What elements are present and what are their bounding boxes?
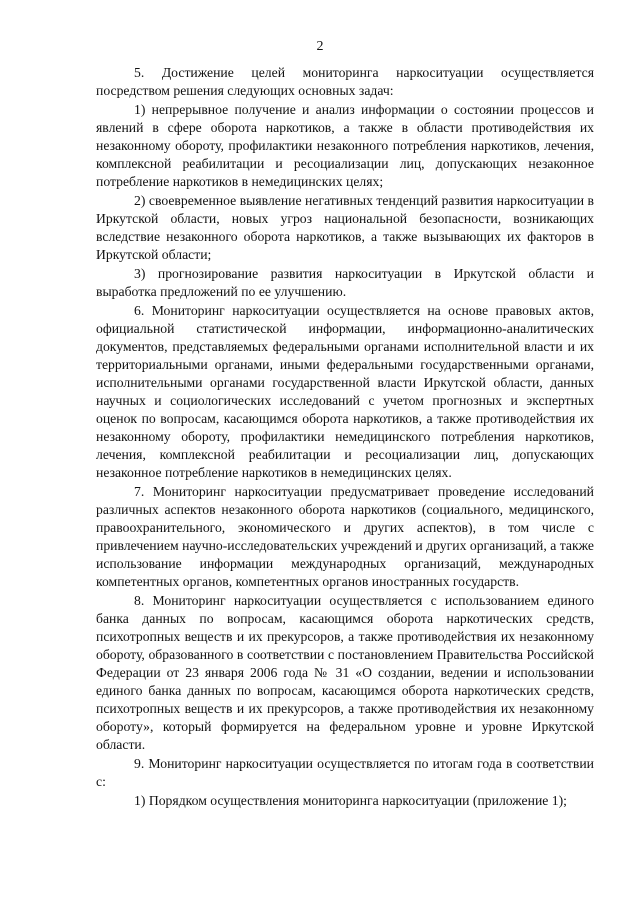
- paragraph-subitem-5-2: 2) своевременное выявление негативных тенденций развития наркоситуации в Иркутской области, новых угроз национальной безопасности, возникающих вследствие незаконного оборота наркотиков, а также вызывающих их факторов в Иркутской области;: [96, 193, 594, 262]
- paragraph-item-5: 5. Достижение целей мониторинга наркоситуации осуществляется посредством решения следующих основных задач:: [96, 65, 594, 98]
- paragraph-subitem-9-1: 1) Порядком осуществления мониторинга наркоситуации (приложение 1);: [134, 793, 567, 808]
- page-number: 2: [316, 39, 324, 54]
- paragraph-subitem-5-3: 3) прогнозирование развития наркоситуации в Иркутской области и выработка предложений по ее улучшению.: [96, 266, 594, 299]
- paragraph-item-6: 6. Мониторинг наркоситуации осуществляется на основе правовых актов, официальной статистической информации, информационно-аналитических документов, представляемых федеральными органами исполнительной власти и их территориальными органами, иными федеральными государственными органами, исполнительными органами государственной власти Иркутской области, данных научных и социологических исследований с учетом прогнозных и экспертных оценок по вопросам, касающимся оборота наркотиков, а также противодействия их незаконному обороту, профилактики немедицинского потребления наркотиков, лечения, комплексной реабилитации и ресоциализации лиц, допускающих незаконное потребление наркотиков в немедицинских целях.: [96, 303, 594, 480]
- paragraph-item-7: 7. Мониторинг наркоситуации предусматривает проведение исследований различных аспектов незаконного оборота наркотиков (социального, медицинского, правоохранительного, экономического и других аспектов), в том числе с привлечением научно-исследовательских учреждений и других организаций, а также использование информации международных организаций, международных компетентных органов, компетентных органов иностранных государств.: [96, 484, 594, 589]
- document-body: [96, 64, 594, 810]
- paragraph-item-8: 8. Мониторинг наркоситуации осуществляется с использованием единого банка данных по вопросам, касающимся оборота наркотических средств, психотропных веществ и их прекурсоров, а также противодействия их незаконному обороту, образованного в соответствии с постановлением Правительства Российской Федерации от 23 января 2006 года № 31 «О создании, ведении и использовании единого банка данных по вопросам, касающимся оборота наркотических средств, психотропных веществ и их прекурсоров, а также противодействия их незаконному обороту», который формируется на федеральном уровне и уровне Иркутской области.: [96, 593, 594, 752]
- paragraph-subitem-5-1: 1) непрерывное получение и анализ информации о состоянии процессов и явлений в сфере оборота наркотиков, а также в области противодействия их незаконному обороту, профилактики незаконного потребления наркотиков, лечения, комплексной реабилитации и ресоциализации лиц, допускающих незаконное потребление наркотиков в немедицинских целях;: [96, 102, 594, 189]
- paragraph-item-9: 9. Мониторинг наркоситуации осуществляется по итогам года в соответствии с:: [96, 756, 594, 789]
